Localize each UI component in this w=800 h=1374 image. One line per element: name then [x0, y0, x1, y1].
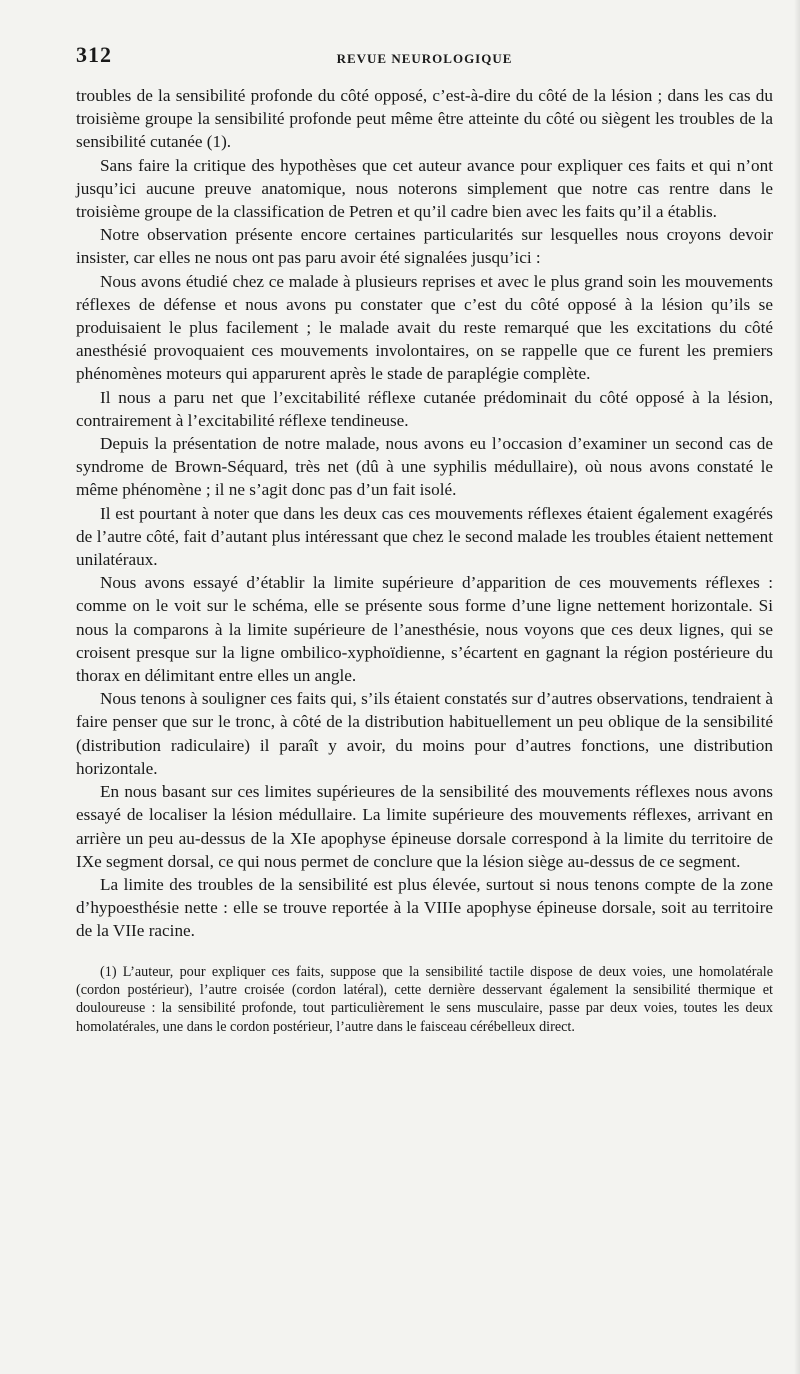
journal-page	[76, 42, 773, 1036]
paragraph: Nous tenons à souligner ces faits qui, s’ils étaient constatés sur d’autres observations, tendraient à faire penser que sur le tronc, à côté de la distribution habituellement un peu oblique de la sensibilité (distribution radiculaire) il paraît y avoir, du moins pour d’autres fonctions, une distribution horizontale.	[76, 689, 773, 778]
page-header	[76, 42, 773, 76]
running-title: REVUE NEUROLOGIQUE	[336, 51, 513, 66]
paragraph: Il nous a paru net que l’excitabilité réflexe cutanée prédominait du côté opposé à la lésion, contrairement à l’excitabilité réflexe tendineuse.	[76, 387, 773, 430]
paragraph: Depuis la présentation de notre malade, nous avons eu l’occasion d’examiner un second cas de syndrome de Brown-Séquard, très net (dû à une syphilis médullaire), où nous avons constaté le même phénomène ; il ne s’agit donc pas d’un fait isolé.	[76, 434, 773, 500]
footnote: (1) L’auteur, pour expliquer ces faits, suppose que la sensibilité tactile dispose de deux voies, une homolatérale (cordon postérieur), l’autre croisée (cordon latéral), cette dernière desservant également la sensibilité thermique et douloureuse : la sensibilité profonde, tout particulièrement le sens musculaire, passe par deux voies, toutes les deux homolatérales, une dans le cordon postérieur, l’autre dans le faisceau cérébelleux direct.	[76, 963, 773, 1035]
article-body	[76, 84, 773, 943]
paragraph: Sans faire la critique des hypothèses que cet auteur avance pour expliquer ces faits et qui n’ont jusqu’ici aucune preuve anatomique, nous noterons simplement que notre cas rentre dans le troisième groupe de la classification de Petren et qu’il cadre bien avec les faits qu’il a établis.	[76, 155, 773, 222]
scan-edge	[794, 0, 800, 1374]
paragraph: En nous basant sur ces limites supérieures de la sensibilité des mouvements réflexes nous avons essayé de localiser la lésion médullaire. La limite supérieure des mouvements réflexes, arrivant en arrière un peu au-dessus de la XIe apophyse épineuse dorsale correspond à la limite du territoire de IXe segment dorsal, ce qui nous permet de conclure que la lésion siège au-dessus de ce segment.	[76, 782, 773, 871]
paragraph: La limite des troubles de la sensibilité est plus élevée, surtout si nous tenons compte de la zone d’hypoesthésie nette : elle se trouve reportée à la VIIIe apophyse épineuse dorsale, soit au territoire de la VIIe racine.	[76, 874, 773, 941]
paragraph-continuation: troubles de la sensibilité profonde du côté opposé, c’est-à-dire du côté de la lésion ; dans les cas du troisième groupe la sensibilité profonde peut même être atteinte du côté ou siègent les troubles de la sensibilité cutanée (1).	[76, 86, 773, 152]
page-number: 312	[76, 42, 112, 67]
paragraph: Nous avons essayé d’établir la limite supérieure d’apparition de ces mouvements réflexes : comme on le voit sur le schéma, elle se présente sous forme d’une ligne nettement horizontale. Si nous la comparons à la limite supérieure de l’anesthésie, nous voyons que ces deux lignes, qui se croisent presque sur la ligne ombilico-xyphoïdienne, s’écartent en gagnant la région postérieure du thorax en délimitant entre elles un angle.	[76, 573, 773, 686]
paragraph: Il est pourtant à noter que dans les deux cas ces mouvements réflexes étaient également exagérés de l’autre côté, fait d’autant plus intéressant que chez le second malade les troubles étaient nettement unilatéraux.	[76, 503, 773, 570]
paragraph: Nous avons étudié chez ce malade à plusieurs reprises et avec le plus grand soin les mouvements réflexes de défense et nous avons pu constater que c’est du côté opposé à la lésion qu’ils se produisaient le plus facilement ; le malade avait du reste remarqué que les excitations du côté anesthésié provoquaient ces mouvements involontaires, on se rappelle que ce furent les premiers phénomènes moteurs qui apparurent après le stade de paraplégie complète.	[76, 271, 773, 384]
paragraph: Notre observation présente encore certaines particularités sur lesquelles nous croyons devoir insister, car elles ne nous ont pas paru avoir été signalées jusqu’ici :	[76, 225, 773, 268]
